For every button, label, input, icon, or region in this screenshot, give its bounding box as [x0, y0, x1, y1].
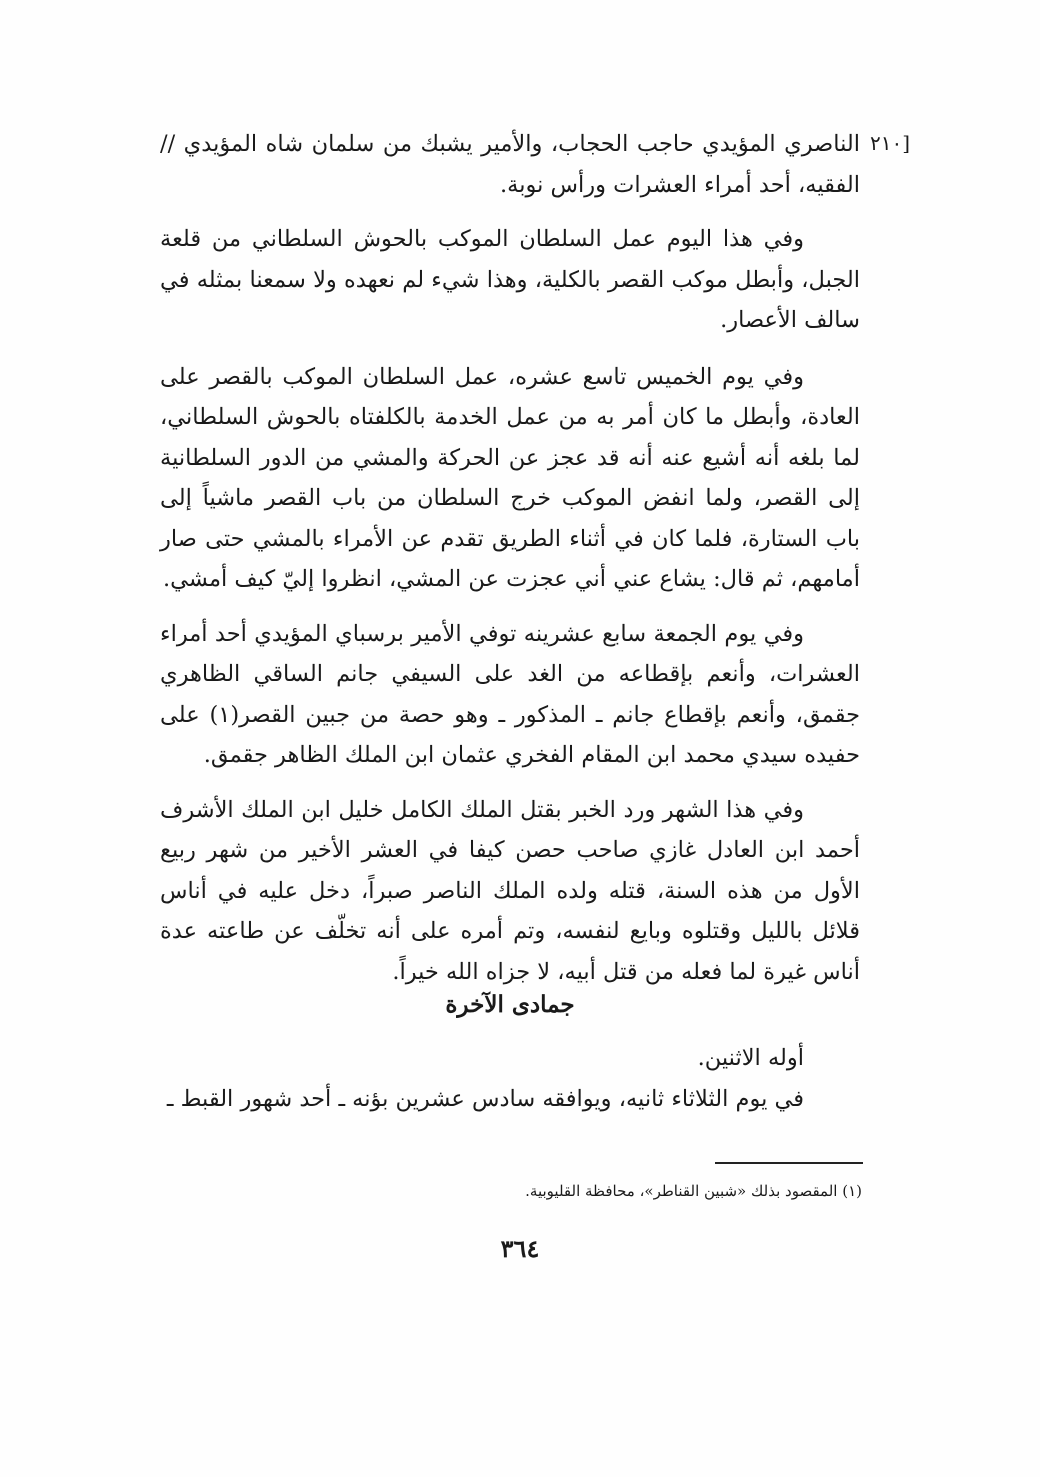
paragraph-tuesday: في يوم الثلاثاء ثانيه، ويوافقه سادس عشرين بؤنه ـ أحد شهور القبط ـ	[166, 1085, 804, 1112]
footnote-divider	[715, 1162, 863, 1164]
page-number: ٣٦٤	[500, 1234, 540, 1263]
paragraph-procession: وفي هذا اليوم عمل السلطان الموكب بالحوش السلطاني من قلعة الجبل، وأبطل موكب القصر بالكلية، وهذا شيء لم نعهده ولا سمعنا بمثله في سالف الأعصار.	[160, 226, 860, 333]
section-heading: جمادى الآخرة	[445, 991, 575, 1018]
paragraph-friday: وفي يوم الجمعة سابع عشرينه توفي الأمير برسباي المؤيدي أحد أمراء العشرات، وأنعم بإقطاعه من الغد على السيفي جانم الساقي الظاهري جقمق، وأنعم بإقطاع جانم ـ المذكور ـ وهو حصة من جبين القصر(١) على حفيده سيدي محمد ابن المقام الفخري عثمان ابن الملك الظاهر جقمق.	[160, 620, 861, 768]
main-text-bottom	[160, 1038, 860, 1119]
margin-folio-marker: ٢١٠]	[870, 131, 911, 155]
main-text-top	[160, 124, 860, 992]
paragraph-news: وفي هذا الشهر ورد الخبر بقتل الملك الكامل خليل ابن الملك الأشرف أحمد ابن العادل غازي صاحب حصن كيفا في العشر الأخير من شهر ربيع الأول من هذه السنة، قتله ولده الملك الناصر صبراً، دخل عليه في أناس قلائل بالليل وقتلوه وبايع لنفسه، وتم أمره على أنه تخلّف عن طاعته عدة أناس غيرة لما فعله من قتل أبيه، لا جزاه الله خيراً.	[160, 796, 860, 985]
paragraph-continuation: الناصري المؤيدي حاجب الحجاب، والأمير يشبك من سلمان شاه المؤيدي // الفقيه، أحد أمراء العشرات ورأس نوبة.	[160, 131, 860, 198]
paragraph-first-day: أوله الاثنين.	[697, 1045, 804, 1071]
footnote: (١) المقصود بذلك «شبين القناطر»، محافظة القليوبية.	[525, 1182, 862, 1200]
paragraph-thursday: وفي يوم الخميس تاسع عشره، عمل السلطان الموكب بالقصر على العادة، وأبطل ما كان أمر به من عمل الخدمة بالكلفتاه بالحوش السلطاني، لما بلغه أنه أشيع عنه أنه قد عجز عن الحركة والمشي من الدور السلطانية إلى القصر، ولما انفض الموكب خرج السلطان من باب القصر ماشياً إلى باب الستارة، فلما كان في أثناء الطريق تقدم عن الأمراء بالمشي حتى صار أمامهم، ثم قال: يشاع عني أني عجزت عن المشي، انظروا إليّ كيف أمشي.	[160, 363, 860, 592]
